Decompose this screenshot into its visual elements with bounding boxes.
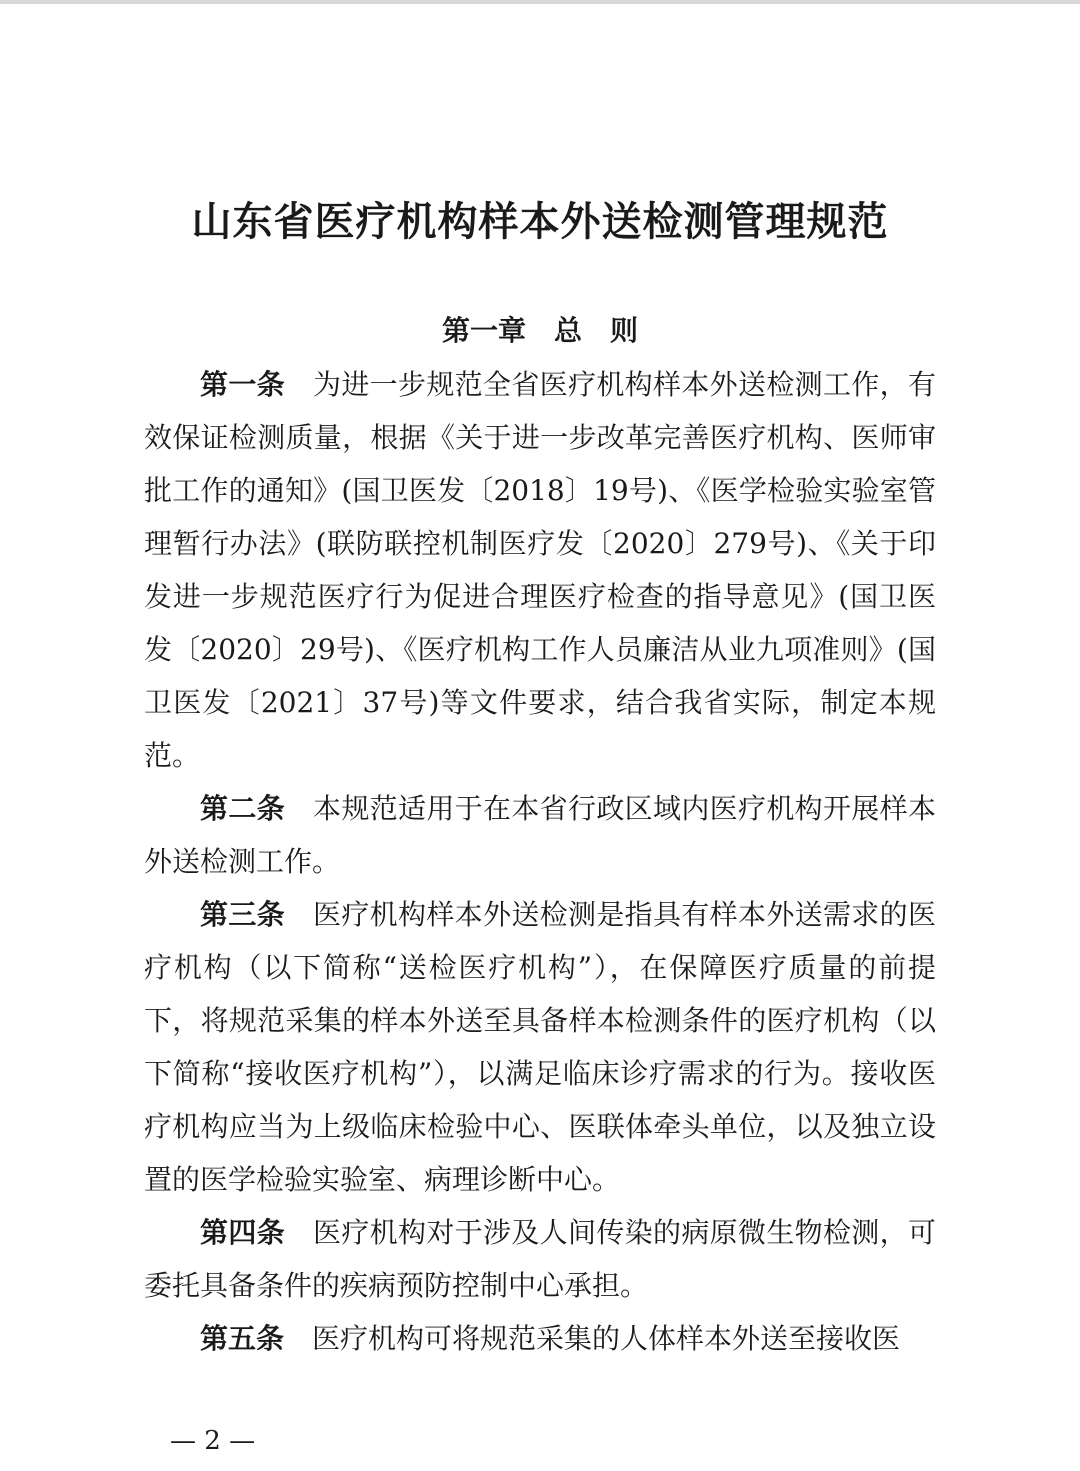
page-top-edge — [0, 0, 1080, 4]
document-title: 山东省医疗机构样本外送检测管理规范 — [191, 198, 889, 245]
article-text: 医疗机构可将规范采集的人体样本外送至接收医 — [312, 1322, 901, 1355]
article-3 — [144, 888, 936, 1206]
article-2 — [144, 782, 936, 888]
article-1 — [144, 358, 936, 782]
article-label: 第四条 — [200, 1216, 285, 1249]
article-4 — [144, 1206, 936, 1312]
article-label: 第三条 — [200, 898, 285, 931]
article-5 — [144, 1312, 936, 1365]
article-text: 本规范适用于在本省行政区域内医疗机构开展样本外送检测工作。 — [144, 792, 936, 878]
document-body — [144, 358, 936, 1365]
article-text: 医疗机构样本外送检测是指具有样本外送需求的医疗机构（以下简称“送检医疗机构”），在保障医疗质量的前提下，将规范采集的样本外送至具备样本检测条件的医疗机构（以下简称“接收医疗机构”），以满足临床诊疗需求的行为。接收医疗机构应当为上级临床检验中心、医联体牵头单位，以及独立设置的医学检验实验室、病理诊断中心。 — [144, 898, 936, 1196]
article-label: 第五条 — [200, 1322, 285, 1355]
article-label: 第二条 — [200, 792, 285, 825]
page-number: — 2 — — [170, 1426, 256, 1456]
article-text: 为进一步规范全省医疗机构样本外送检测工作，有效保证检测质量，根据《关于进一步改革完善医疗机构、医师审批工作的通知》(国卫医发〔2018〕19号)、《医学检验实验室管理暂行办法》(联防联控机制医疗发〔2020〕279号)、《关于印发进一步规范医疗行为促进合理医疗检查的指导意见》(国卫医发〔2020〕29号)、《医疗机构工作人员廉洁从业九项准则》(国卫医发〔2021〕37号)等文件要求，结合我省实际，制定本规范。 — [144, 368, 936, 772]
article-label: 第一条 — [200, 368, 285, 401]
chapter-heading: 第一章 总 则 — [441, 314, 638, 347]
article-text: 医疗机构对于涉及人间传染的病原微生物检测，可委托具备条件的疾病预防控制中心承担。 — [144, 1216, 936, 1302]
